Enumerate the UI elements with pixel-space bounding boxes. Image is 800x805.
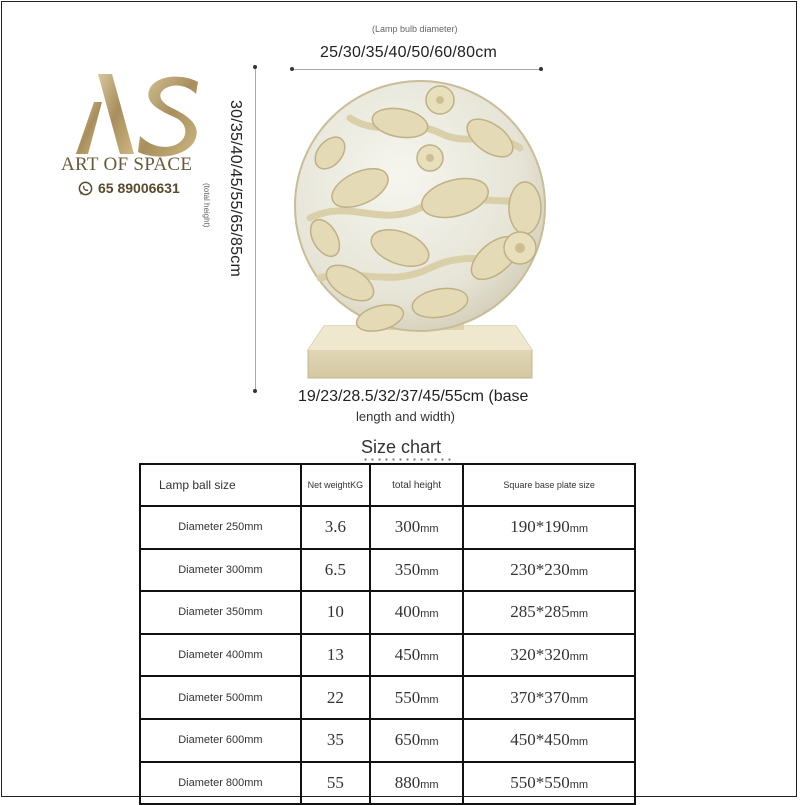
unit-label: mm — [420, 651, 439, 664]
height-value: 400 — [394, 602, 421, 622]
size-chart-title: Size chart — [361, 437, 442, 457]
height-value: 300 — [394, 517, 421, 537]
title-underline — [362, 458, 452, 461]
cell-base-size — [463, 549, 635, 592]
cell-total-height — [370, 591, 463, 634]
cell-base-size — [463, 762, 635, 805]
unit-label: mm — [420, 523, 439, 536]
table-body — [140, 506, 635, 804]
cell-base-size — [463, 719, 635, 762]
unit-label: mm — [420, 565, 439, 578]
unit-label: mm — [569, 778, 589, 791]
table-row — [140, 549, 635, 592]
base-value: 230*230 — [510, 559, 570, 579]
height-value: 880 — [394, 772, 421, 792]
header-lamp-ball-size: Lamp ball size — [140, 464, 301, 506]
cell-lamp-size: Diameter 250mm — [140, 506, 301, 549]
unit-label: mm — [569, 523, 589, 536]
cell-net-weight: 55 — [301, 762, 370, 805]
base-value: 450*450 — [510, 730, 570, 750]
height-value: 550 — [394, 687, 421, 707]
table-row — [140, 506, 635, 549]
stone-lamp-ball-image — [290, 78, 550, 383]
table-row — [140, 591, 635, 634]
cell-base-size — [463, 676, 635, 719]
dimension-dot — [290, 67, 294, 71]
table-header-row — [140, 464, 635, 506]
cell-total-height — [370, 634, 463, 677]
phone-number: 65 89006631 — [98, 180, 180, 196]
cell-lamp-size: Diameter 400mm — [140, 634, 301, 677]
dimension-dot — [539, 67, 543, 71]
dimension-dot — [253, 389, 257, 393]
base-value: 190*190 — [510, 517, 570, 537]
total-height-caption: (total height) — [202, 183, 211, 228]
cell-lamp-size: Diameter 800mm — [140, 762, 301, 805]
cell-net-weight: 6.5 — [301, 549, 370, 592]
unit-label: mm — [569, 608, 589, 621]
base-value: 370*370 — [510, 687, 570, 707]
base-value: 320*320 — [510, 645, 570, 665]
table-row — [140, 762, 635, 805]
unit-label: mm — [569, 736, 589, 749]
cell-lamp-size: Diameter 300mm — [140, 549, 301, 592]
base-value: 285*285 — [510, 602, 570, 622]
cell-net-weight: 22 — [301, 676, 370, 719]
table-row — [140, 634, 635, 677]
phone-row — [78, 180, 180, 196]
cell-total-height — [370, 719, 463, 762]
table-row — [140, 676, 635, 719]
header-net-weight: Net weightKG — [301, 464, 370, 506]
cell-net-weight: 13 — [301, 634, 370, 677]
whatsapp-icon — [78, 181, 93, 196]
size-chart-table — [139, 463, 636, 805]
cell-total-height — [370, 762, 463, 805]
art-of-space-logo — [76, 72, 204, 158]
bulb-diameter-caption: (Lamp bulb diameter) — [372, 24, 458, 34]
base-size-values: 19/23/28.5/32/37/45/55cm (base — [298, 388, 529, 405]
cell-base-size — [463, 591, 635, 634]
table-row — [140, 719, 635, 762]
unit-label: mm — [420, 608, 439, 621]
unit-label: mm — [569, 651, 589, 664]
cell-net-weight: 3.6 — [301, 506, 370, 549]
unit-label: mm — [420, 736, 439, 749]
base-size-values-line2: length and width) — [356, 409, 456, 424]
height-dimension-line — [255, 67, 256, 391]
header-total-height: total height — [370, 464, 463, 506]
cell-base-size — [463, 634, 635, 677]
base-value: 550*550 — [510, 772, 570, 792]
unit-label: mm — [420, 778, 439, 791]
cell-total-height — [370, 506, 463, 549]
bulb-diameter-values: 25/30/35/40/50/60/80cm — [320, 44, 497, 61]
unit-label: mm — [420, 693, 439, 706]
cell-lamp-size: Diameter 350mm — [140, 591, 301, 634]
total-height-values: 30/35/40/45/55/65/85cm — [227, 100, 244, 277]
unit-label: mm — [569, 565, 589, 578]
cell-net-weight: 10 — [301, 591, 370, 634]
cell-lamp-size: Diameter 500mm — [140, 676, 301, 719]
cell-total-height — [370, 549, 463, 592]
height-value: 650 — [394, 730, 421, 750]
header-base-plate-size: Square base plate size — [463, 464, 635, 506]
cell-lamp-size: Diameter 600mm — [140, 719, 301, 762]
height-value: 350 — [394, 559, 421, 579]
brand-name: ART OF SPACE — [61, 154, 193, 175]
cell-base-size — [463, 506, 635, 549]
cell-total-height — [370, 676, 463, 719]
dimension-dot — [253, 65, 257, 69]
cell-net-weight: 35 — [301, 719, 370, 762]
unit-label: mm — [569, 693, 589, 706]
diameter-dimension-line — [292, 69, 541, 70]
height-value: 450 — [394, 645, 421, 665]
